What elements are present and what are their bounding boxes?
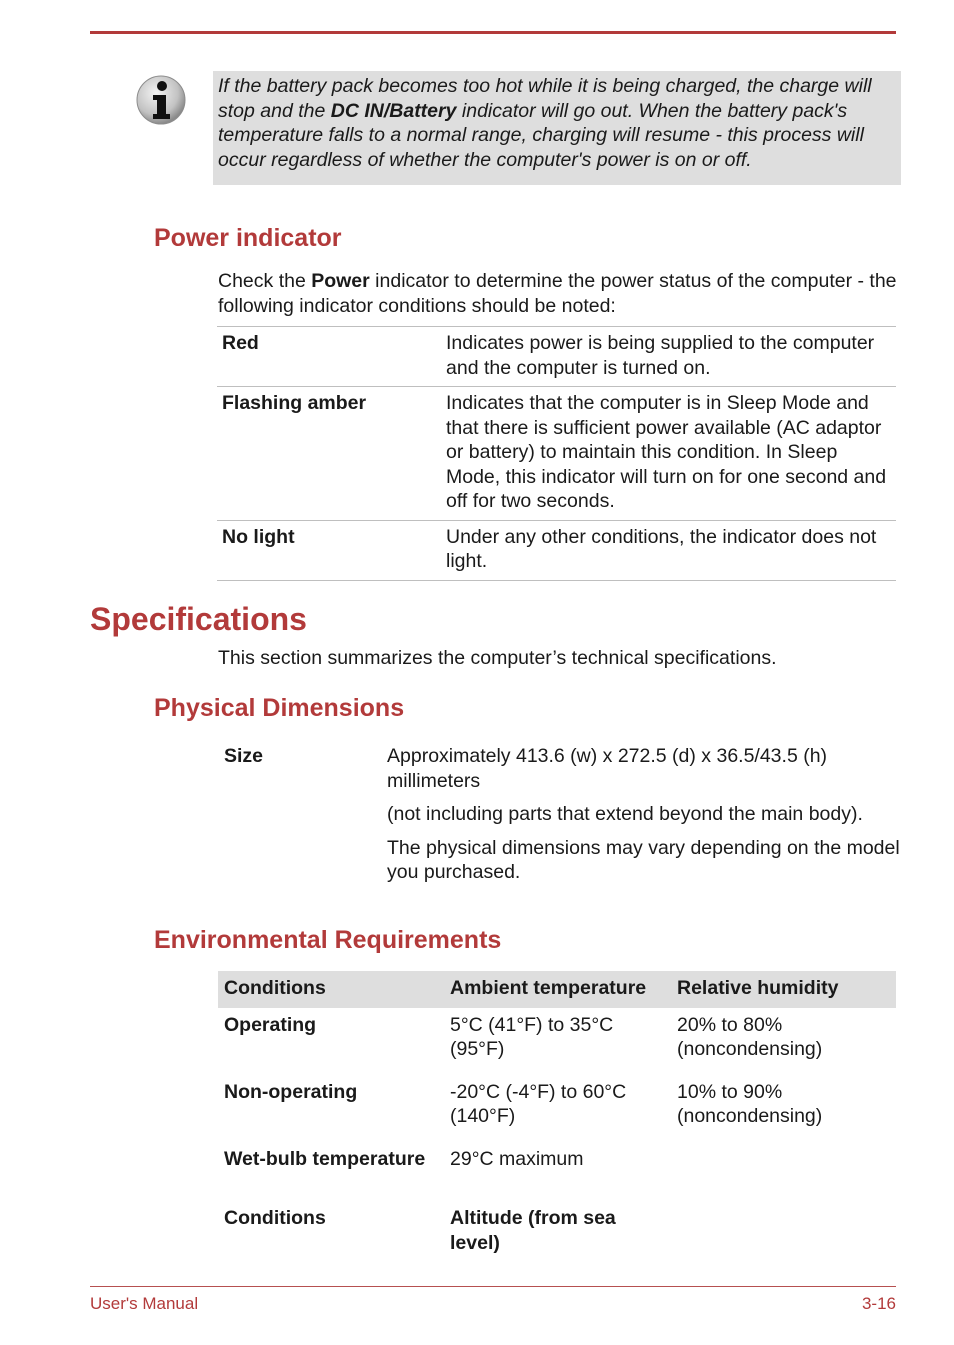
- altitude-header-cell: Altitude (from sea level): [450, 1207, 616, 1254]
- table-row: [217, 387, 896, 521]
- table-row: [217, 520, 896, 580]
- intro-bold: Power: [311, 270, 370, 292]
- indicator-label: No light: [217, 520, 441, 580]
- size-values: [387, 744, 907, 894]
- temperature-cell: -20°C (-4°F) to 60°C (140°F): [450, 1080, 627, 1127]
- size-line: Approximately 413.6 (w) x 272.5 (d) x 36.5/43.5 (h) millimeters: [387, 745, 828, 792]
- top-rule: [90, 31, 896, 34]
- condition-cell: Wet-bulb temperature: [224, 1147, 426, 1170]
- page-number: 3-16: [861, 1294, 896, 1313]
- intro-after: indicator to determine the power status of the computer - the following indicator conditions should be noted:: [218, 270, 897, 317]
- table-row: [218, 1184, 896, 1268]
- intro-before: Check the: [218, 270, 312, 292]
- indicator-description: Indicates power is being supplied to the computer and the computer is turned on.: [441, 327, 896, 387]
- temperature-cell: 5°C (41°F) to 35°C (95°F): [450, 1013, 614, 1060]
- table-row: [218, 1142, 896, 1185]
- column-header: Ambient temperature: [444, 971, 671, 1008]
- temperature-cell: 29°C maximum: [450, 1147, 584, 1170]
- table-header-row: [218, 971, 896, 1008]
- condition-cell: Non-operating: [224, 1080, 358, 1103]
- indicator-label: Red: [217, 327, 441, 387]
- indicator-description: Indicates that the computer is in Sleep Mode and that there is sufficient power available (AC adaptor or battery) to maintain this condition. In Sleep Mode, this indicator will turn on for one second and off for two seconds.: [441, 387, 896, 521]
- table-row: [218, 1008, 896, 1075]
- column-header: Conditions: [218, 971, 444, 1008]
- size-line: The physical dimensions may vary depending on the model you purchased.: [387, 836, 900, 883]
- power-indicator-table: [217, 326, 896, 581]
- power-indicator-intro: [218, 269, 898, 318]
- info-icon: [135, 74, 187, 126]
- column-header: Relative humidity: [671, 971, 896, 1008]
- indicator-label: Flashing amber: [217, 387, 441, 521]
- specifications-intro: This section summarizes the computer’s technical specifications.: [218, 647, 777, 669]
- note-bold-term: DC IN/Battery: [330, 99, 457, 122]
- environmental-heading: Environmental Requirements: [154, 926, 502, 954]
- bottom-rule: [90, 1286, 896, 1287]
- physical-dimensions-heading: Physical Dimensions: [154, 694, 405, 722]
- table-row: [218, 1075, 896, 1142]
- table-row: [217, 327, 896, 387]
- humidity-cell: [671, 1142, 896, 1185]
- battery-note: [213, 71, 901, 185]
- size-line: (not including parts that extend beyond the main body).: [387, 803, 863, 825]
- size-label: Size: [224, 745, 264, 767]
- humidity-cell: 20% to 80% (noncondensing): [677, 1013, 823, 1060]
- condition-cell: Operating: [224, 1013, 317, 1036]
- empty-cell: [671, 1184, 896, 1268]
- environmental-table: [218, 971, 896, 1268]
- condition-cell: Conditions: [224, 1207, 326, 1229]
- note-text-before: If the battery pack becomes too hot while it is being charged, the charge will stop and the: [218, 75, 872, 122]
- power-indicator-heading: Power indicator: [154, 224, 342, 252]
- specifications-heading: Specifications: [90, 601, 307, 637]
- note-text-after: indicator will go out. When the battery pack's temperature falls to a normal range, charging will resume - this process will occur regardless of whether the computer's power is on or off.: [218, 99, 864, 171]
- footer-title: User's Manual: [90, 1294, 199, 1313]
- indicator-description: Under any other conditions, the indicator does not light.: [441, 520, 896, 580]
- humidity-cell: 10% to 90% (noncondensing): [677, 1080, 823, 1127]
